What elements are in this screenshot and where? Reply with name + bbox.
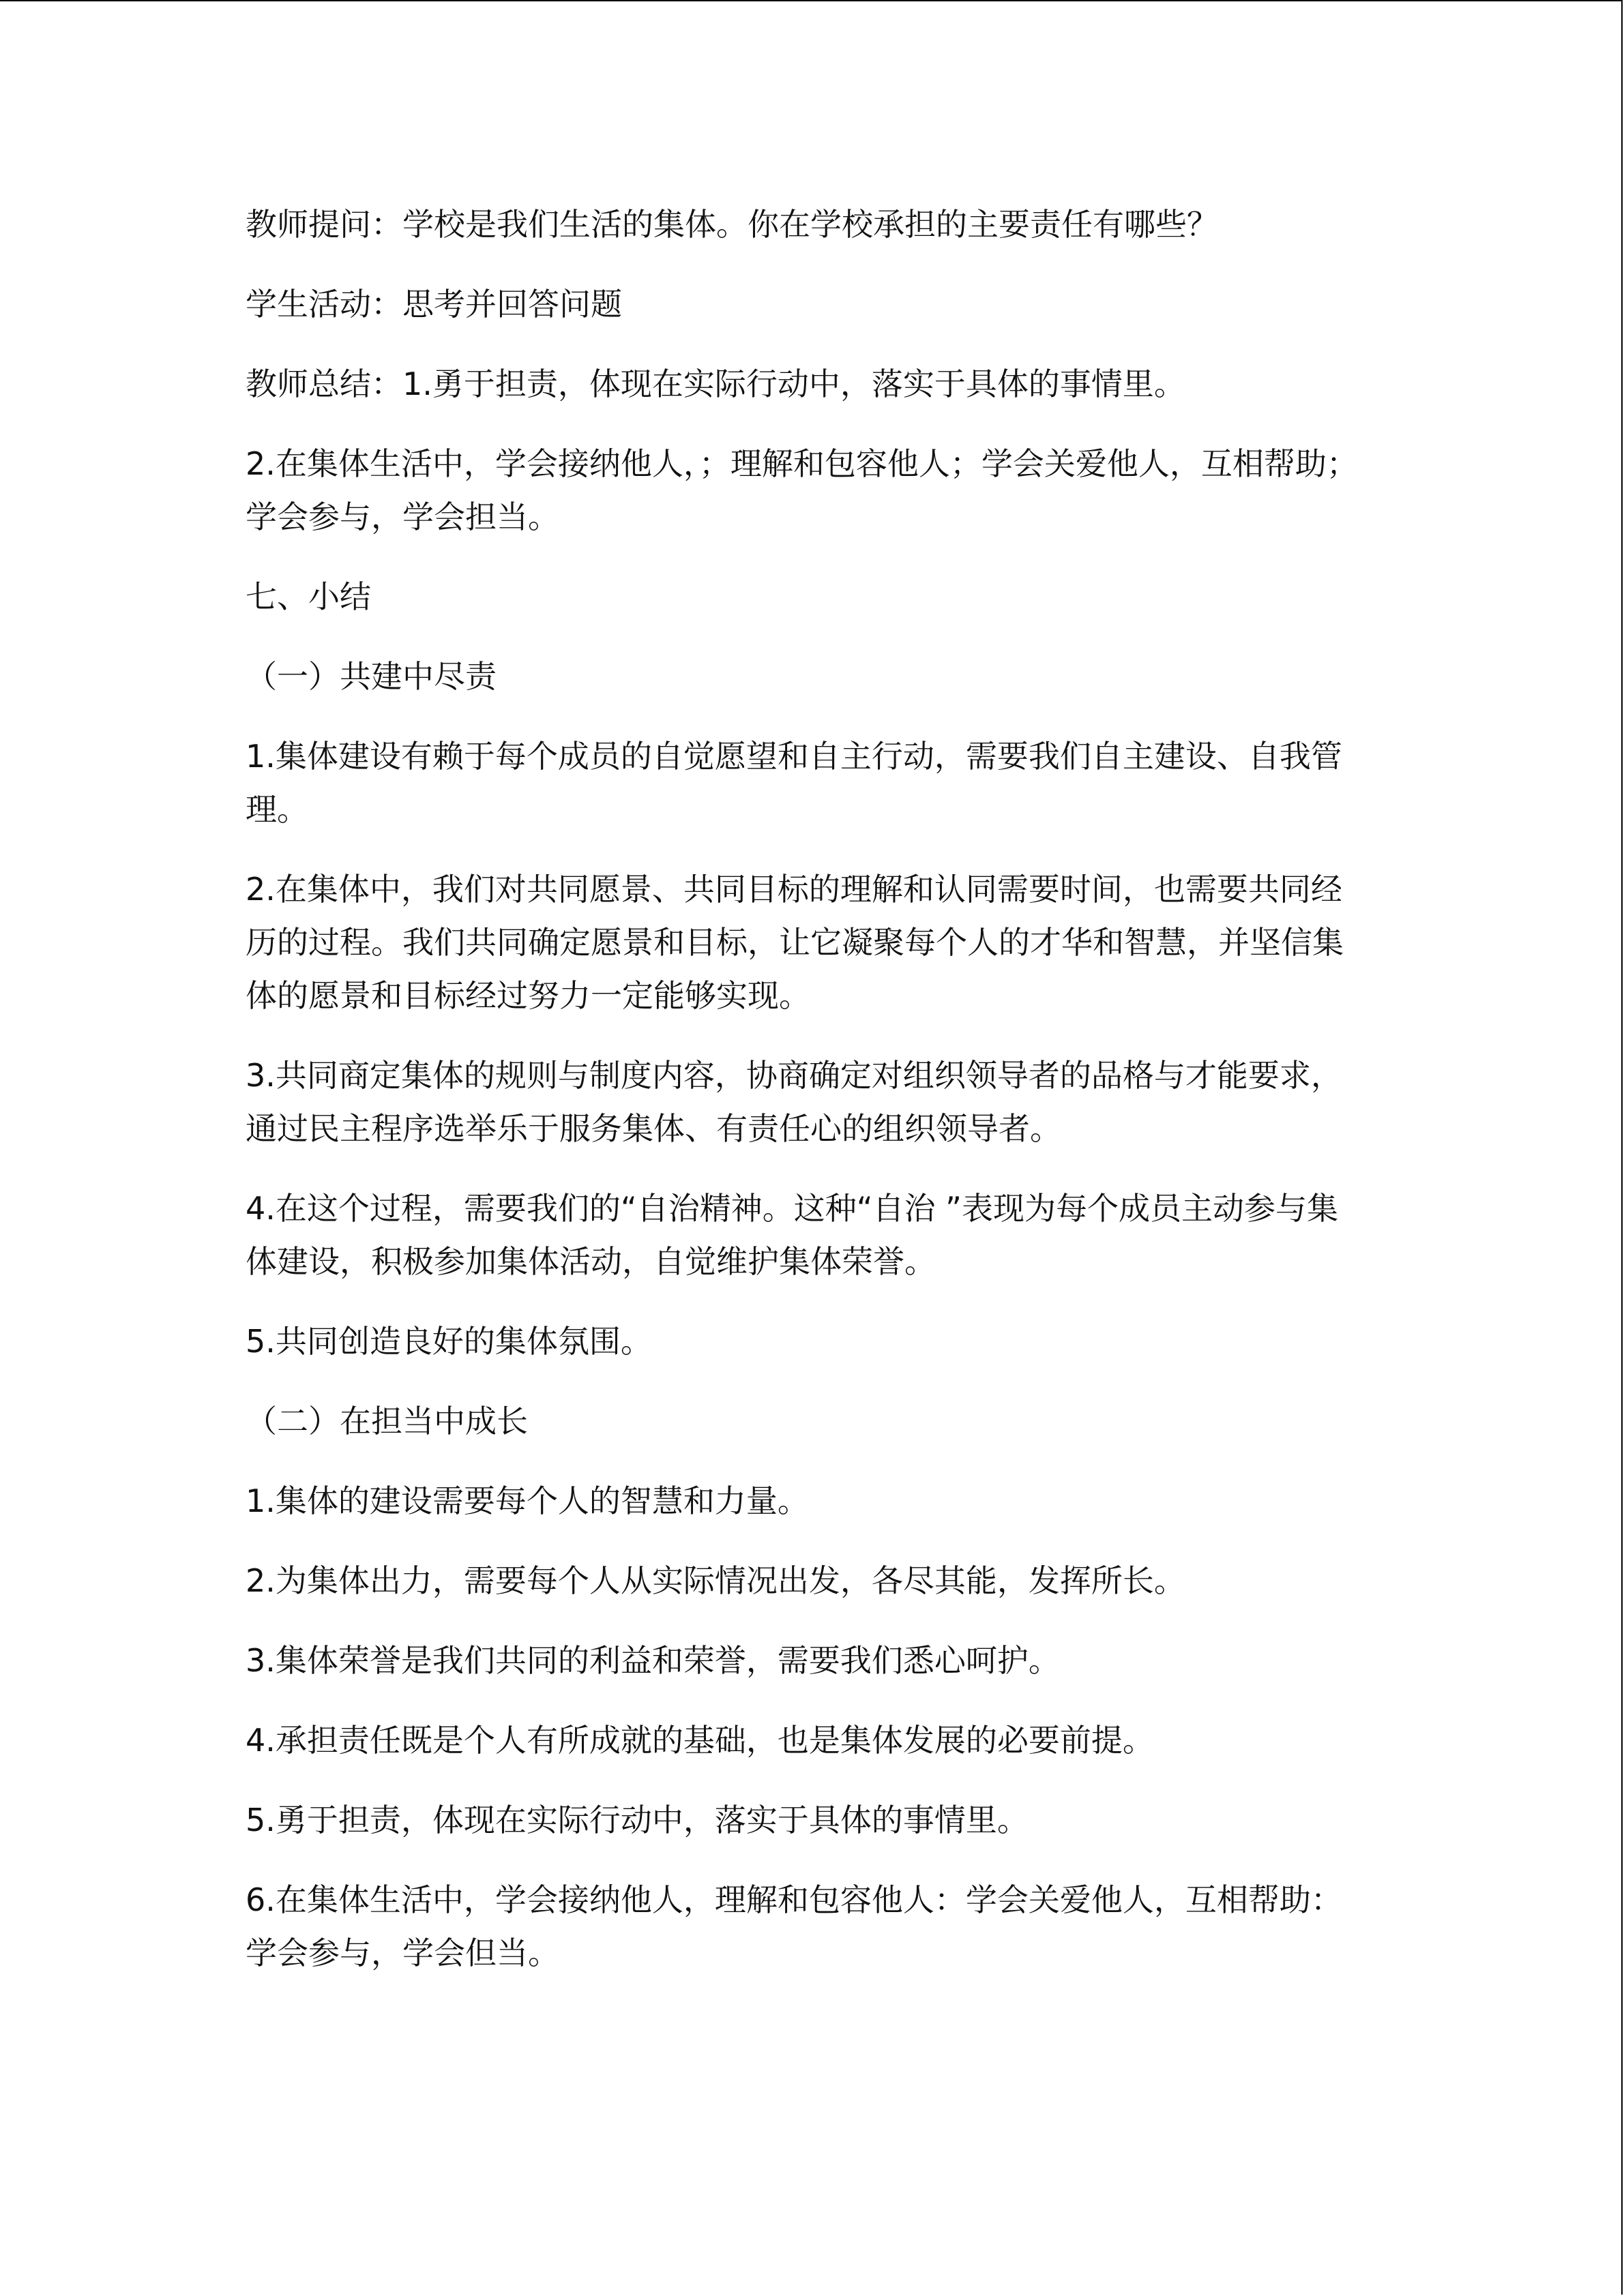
paragraph-teacher-question: 教师提问：学校是我们生活的集体。你在学校承担的主要责任有哪些？ <box>246 206 1218 243</box>
list-item: 4.承担责任既是个人有所成就的基础，也是集体发展的必要前提。 <box>246 1722 1154 1759</box>
list-item: 3.集体荣誉是我们共同的利益和荣誉，需要我们悉心呵护。 <box>246 1642 1060 1679</box>
list-item: 5.勇于担责，体现在实际行动中，落实于具体的事情里。 <box>246 1802 1029 1838</box>
list-item: 1.集体建设有赖于每个成员的自觉愿望和自主行动，需要我们自主建设、自我管理。 <box>246 738 1342 828</box>
subsection-heading-1: （一）共建中尽责 <box>246 658 497 695</box>
paragraph-student-activity: 学生活动：思考并回答问题 <box>246 286 622 323</box>
paragraph-teacher-summary: 教师总结：1.勇于担责，体现在实际行动中，落实于具体的事情里。 <box>246 366 1185 402</box>
section-heading-conclusion: 七、小结 <box>246 578 371 615</box>
list-item: 3.共同商定集体的规则与制度内容，协商确定对组织领导者的品格与才能要求，通过民主程序选举乐于服务集体、有责任心的组织领导者。 <box>246 1057 1342 1147</box>
list-item: 1.集体的建设需要每个人的智慧和力量。 <box>246 1482 809 1519</box>
subsection-heading-2: （二）在担当中成长 <box>246 1403 528 1440</box>
list-item: 6.在集体生活中，学会接纳他人，理解和包容他人：学会关爱他人，互相帮助：学会参与，学会但当。 <box>246 1881 1342 1971</box>
list-item: 5.共同创造良好的集体氛围。 <box>246 1323 652 1360</box>
paragraph-summary-point-2: 2.在集体生活中，学会接纳他人，；理解和包容他人；学会关爱他人，互相帮助；学会参与，学会担当。 <box>246 445 1358 535</box>
list-item: 2.为集体出力，需要每个人从实际情况出发，各尽其能，发挥所长。 <box>246 1562 1185 1599</box>
list-item: 4.在这个过程，需要我们的“自治精神。这种“自治 ”表现为每个成员主动参与集体建设，积极参加集体活动，自觉维护集体荣誉。 <box>246 1190 1339 1280</box>
document-body <box>246 198 1364 2006</box>
list-item: 2.在集体中，我们对共同愿景、共同目标的理解和认同需要时间，也需要共同经历的过程。我们共同确定愿景和目标，让它凝聚每个人的才华和智慧，并坚信集体的愿景和目标经过努力一定能够实现。 <box>246 871 1344 1014</box>
